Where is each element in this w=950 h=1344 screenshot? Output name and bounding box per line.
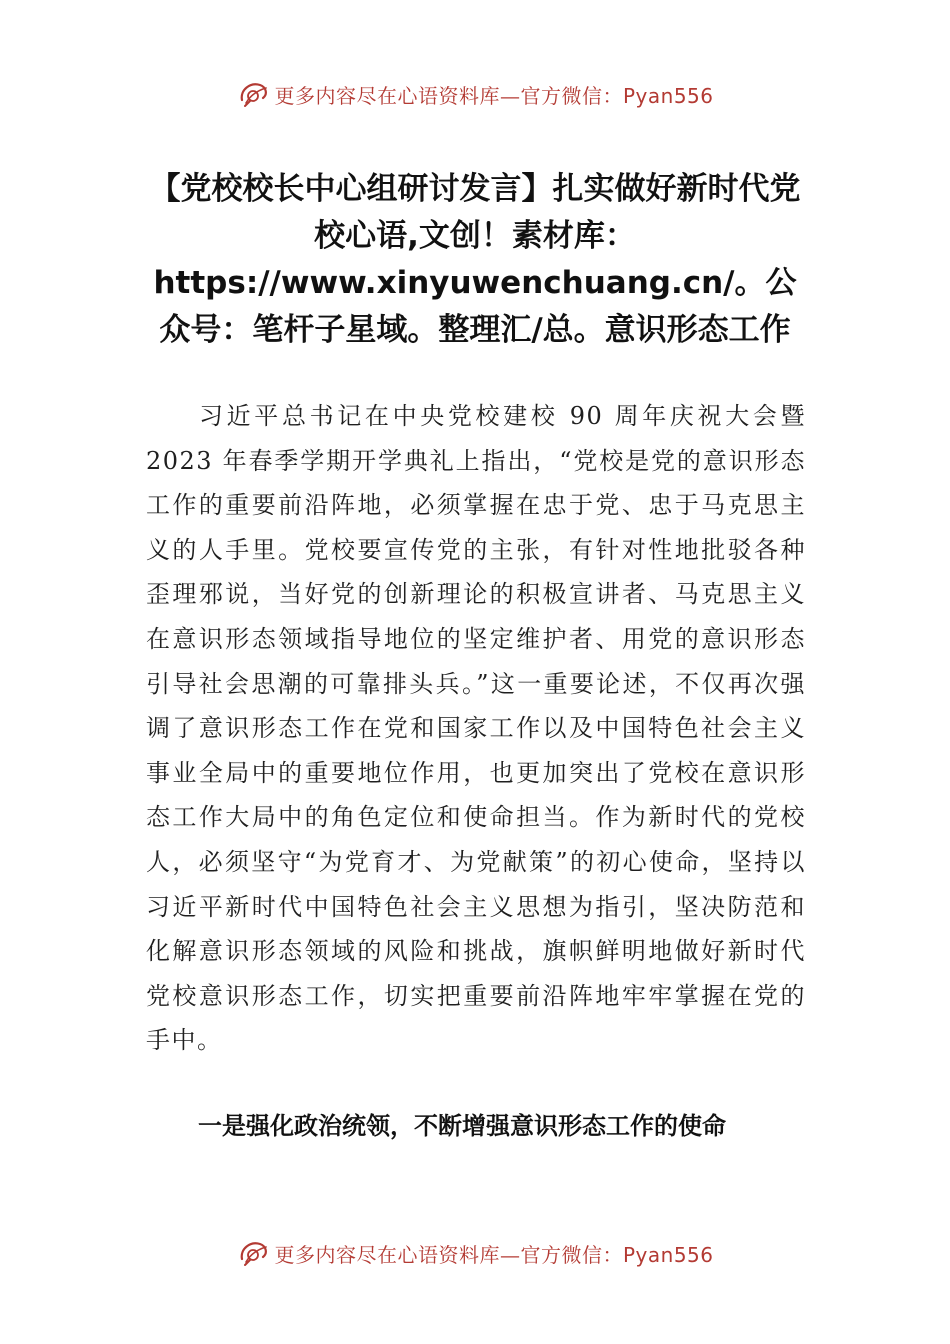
footer-banner-text: 更多内容尽在心语资料库—官方微信：Pyan556 [274, 1242, 714, 1267]
section-heading: 一是强化政治统领，不断增强意识形态工作的使命 [198, 1112, 726, 1140]
header-watermark-banner [0, 74, 950, 114]
footer-watermark-banner [0, 1233, 950, 1273]
body-paragraph: 习近平总书记在中央党校建校 90 周年庆祝大会暨 2023 年春季学期开学典礼上指出，“党校是党的意识形态工作的重要前沿阵地，必须掌握在忠于党、忠于马克思主义的人手里。党校要宣传党的主张，有针对性地批驳各种歪理邪说，当好党的创新理论的积极宣讲者、马克思主义在意识形态领域指导地位的坚定维护者、用党的意识形态引导社会思潮的可靠排头兵。”这一重要论述，不仅再次强调了意识形态工作在党和国家工作以及中国特色社会主义事业全局中的重要地位作用，也更加突出了党校在意识形态工作大局中的角色定位和使命担当。作为新时代的党校人，必须坚守“为党育才、为党献策”的初心使命，坚持以习近平新时代中国特色社会主义思想为指引，坚决防范和化解意识形态领域的风险和挑战，旗帜鲜明地做好新时代党校意识形态工作，切实把重要前沿阵地牢牢掌握在党的手中。 [146, 402, 806, 1055]
quill-swirl-logo-icon [236, 76, 272, 112]
document-title: 【党校校长中心组研讨发言】扎实做好新时代党校心语,文创！素材库：https://www.xinyuwenchuang.cn/。公众号：笔杆子星域。整理汇/总。意识形态工作 [149, 171, 801, 348]
header-banner-text: 更多内容尽在心语资料库—官方微信：Pyan556 [274, 83, 714, 108]
quill-swirl-logo-icon [236, 1235, 272, 1271]
footer-wechat-id: Pyan556 [622, 1242, 714, 1267]
header-wechat-id: Pyan556 [622, 83, 714, 108]
